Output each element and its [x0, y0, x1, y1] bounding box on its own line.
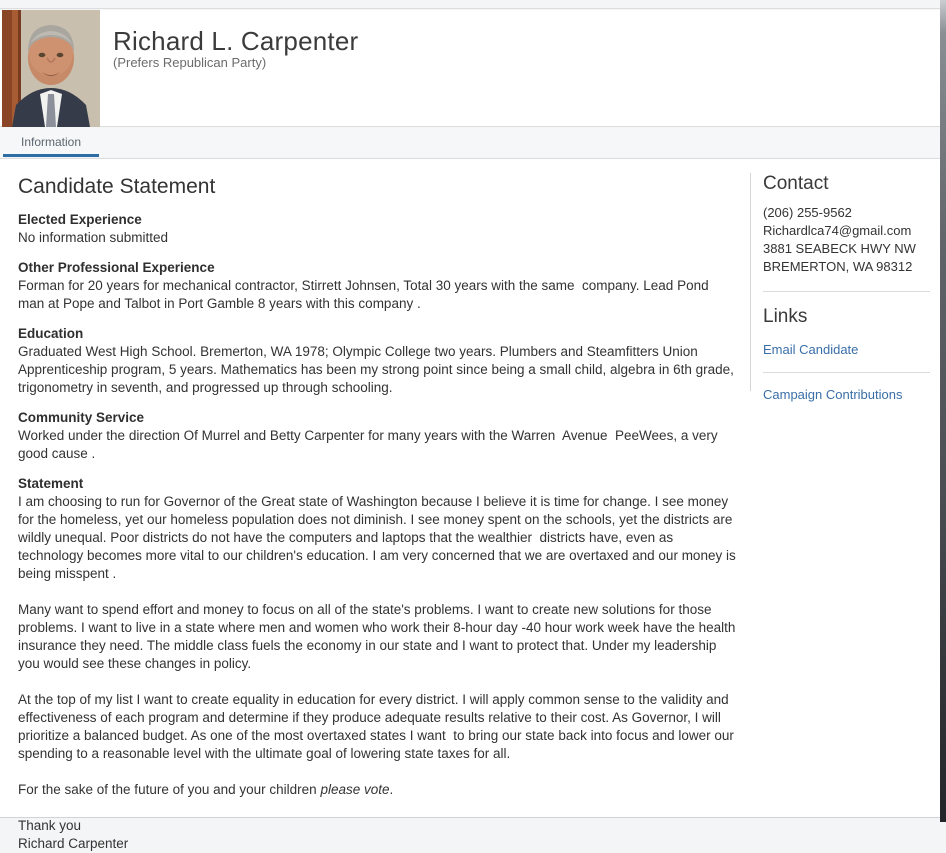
section-community-service: [18, 409, 737, 463]
section-heading: Statement: [18, 476, 84, 491]
contact-email: Richardlca74@gmail.com: [763, 223, 912, 238]
section-heading: Community Service: [18, 410, 145, 425]
window-right-edge: [940, 0, 946, 822]
section-text: No information submitted: [18, 230, 169, 245]
sidebar-separator: [763, 291, 930, 292]
section-heading: Education: [18, 326, 84, 341]
information-panel: [0, 158, 940, 851]
statement-closing-line: [18, 781, 737, 799]
section-education: [18, 325, 737, 397]
sidebar-separator: [763, 372, 930, 373]
section-text: Worked under the direction Of Murrel and Betty Carpenter for many years with the Warren Avenue PeeWees, a very good cause .: [18, 428, 722, 461]
candidate-photo: [2, 10, 100, 127]
links-title: Links: [763, 306, 808, 327]
statement-paragraph-3: At the top of my list I want to create equality in education for every district. I will apply common sense to the validity and effectiveness of each program and determine if they produce adequate results relative to their cost. As Governor, I will prioritize a balanced budget. As one of the most overtaxed states I want to bring our state back into focus and lower our spending to a reasonable level with the ultimate goal of lowering state taxes for all.: [18, 692, 738, 761]
statement-paragraph-1: I am choosing to run for Governor of the Great state of Washington because I believe it is time for change. I see money for the homeless, yet our homeless population does not diminish. I see money spent on the schools, yet the districts are wildly unequal. Poor districts do not have the computers and laptops that the wealthier districts have, even as technology becomes more vital to our children's education. I am very concerned that we are overtaxed and our money is being misspent .: [18, 494, 740, 581]
tab-information[interactable]: [3, 128, 99, 157]
section-other-professional-experience: [18, 259, 737, 313]
signature-line: Richard Carpenter: [18, 836, 129, 851]
tab-bar: [0, 128, 940, 157]
campaign-contributions-link[interactable]: Campaign Contributions: [763, 387, 903, 402]
section-heading: Other Professional Experience: [18, 260, 215, 275]
closing-period: .: [389, 782, 394, 797]
sidebar: [763, 159, 930, 414]
tab-information-label: Information: [20, 135, 82, 149]
contact-phone: (206) 255-9562: [763, 205, 852, 220]
candidate-statement-title: Candidate Statement: [18, 175, 216, 198]
section-heading: Elected Experience: [18, 212, 142, 227]
contact-address-line1: 3881 SEABECK HWY NW: [763, 241, 916, 256]
candidate-name: Richard L. Carpenter: [113, 26, 359, 56]
candidate-party-preference: (Prefers Republican Party): [113, 55, 267, 70]
closing-vote-emphasis: please vote: [320, 782, 390, 797]
candidate-header: [0, 10, 940, 127]
email-candidate-link[interactable]: Email Candidate: [763, 342, 859, 357]
section-elected-experience: [18, 211, 737, 247]
section-statement: [18, 475, 740, 853]
contact-title: Contact: [763, 173, 829, 194]
section-text: Graduated West High School. Bremerton, WA 1978; Olympic College two years. Plumbers and Steamfitters Union Apprenticeship program, 5 years. Mathematics has been my strong point since being a small child, algebra in 6th grade, trigonometry in seventh, and progressed up through schooling.: [18, 344, 738, 395]
tab-active-indicator: [3, 154, 99, 157]
statement-signoff: [18, 817, 737, 853]
statement-paragraph-2: Many want to spend effort and money to focus on all of the state's problems. I want to create new solutions for those problems. I want to live in a state where men and women who work their 8-hour day -40 hour work week have the health insurance they need. The middle class fuels the economy in our state and I want to protect that. Under my leadership you would see these changes in policy.: [18, 602, 740, 671]
candidate-statement-column: [18, 159, 740, 853]
page-top-strip: [0, 0, 940, 9]
closing-text: For the sake of the future of you and your children: [18, 782, 321, 797]
contact-address-line2: BREMERTON, WA 98312: [763, 259, 913, 274]
content-sidebar-divider: [750, 173, 751, 391]
section-text: Forman for 20 years for mechanical contractor, Stirrett Johnsen, Total 30 years with the same company. Lead Pond man at Pope and Talbot in Port Gamble 8 years with this company .: [18, 278, 713, 311]
thanks-line: Thank you: [18, 818, 82, 833]
candidate-photo-image: [2, 10, 100, 127]
